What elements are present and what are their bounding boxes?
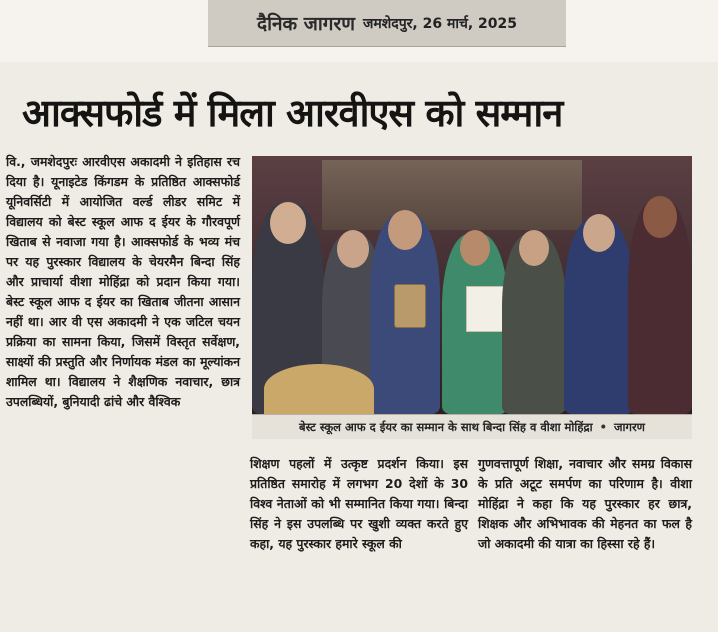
photo-caption [252, 414, 692, 439]
caption-text: बेस्ट स्कूल आफ द ईयर का सम्मान के साथ बिन्दा सिंह व वीशा मोहिंद्रा [299, 420, 593, 434]
article-column-1: वि., जमशेदपुरः आरवीएस अकादमी ने इतिहास रच दिया है। यूनाइटेड किंगडम के प्रतिष्ठित आक्सफोर्ड यूनिवर्सिटी में आयोजित वर्ल्ड लीडर समिट में विद्यालय को बेस्ट स्कूल आफ द ईयर के गौरवपूर्ण खिताब से नवाजा गया है। आक्सफोर्ड के भव्य मंच पर यह पुरस्कार विद्यालय के चेयरमैन बिन्दा सिंह और प्राचार्या वीशा मोहिंद्रा को प्रदान किया गया। बेस्ट स्कूल आफ द ईयर का खिताब जीतना आसान नहीं था। आर वी एस अकादमी ने एक जटिल चयन प्रक्रिया का सामना किया, जिसमें विस्तृत सर्वेक्षण, साक्ष्यों की प्रस्तुति और निर्णायक मंडल का मूल्यांकन शामिल था। विद्यालय ने शैक्षणिक नवाचार, छात्र उपलब्धियों, बुनियादी ढांचे और वैश्विक [6, 154, 240, 409]
article-column-2: शिक्षण पहलों में उत्कृष्ट प्रदर्शन किया। इस प्रतिष्ठित समारोह में लगभग 20 देशों के 30 विश्व नेताओं को भी सम्मानित किया गया। बिन्दा सिंह ने इस उपलब्धि पर खुशी व्यक्त करते हुए कहा, यह पुरस्कार हमारे स्कूल की [250, 456, 468, 551]
person-7 [628, 200, 692, 414]
foreground-head [264, 364, 374, 414]
bullet-icon: • [599, 420, 607, 434]
article-column-3: गुणवत्तापूर्ण शिक्षा, नवाचार और समग्र विकास के प्रति अटूट समर्पण का परिणाम है। वीशा मोहिंद्रा ने कहा कि यह पुरस्कार हर छात्र, शिक्षक और अभिभावक की मेहनत का फल है जो अकादमी की यात्रा का हिस्सा रहे हैं। [478, 456, 692, 551]
article-headline: आक्सफोर्ड में मिला आरवीएस को सम्मान [22, 91, 563, 135]
newspaper-name: दैनिक जागरण [257, 13, 355, 35]
person-6 [564, 218, 634, 414]
award-photo [252, 156, 692, 414]
award-plaque-1 [394, 284, 426, 328]
newspaper-masthead [208, 0, 566, 47]
person-5 [502, 234, 566, 414]
photo-credit: जागरण [613, 420, 645, 434]
stage-backdrop-banner [322, 160, 582, 230]
edition-city-date: जमशेदपुर, 26 मार्च, 2025 [363, 15, 517, 32]
